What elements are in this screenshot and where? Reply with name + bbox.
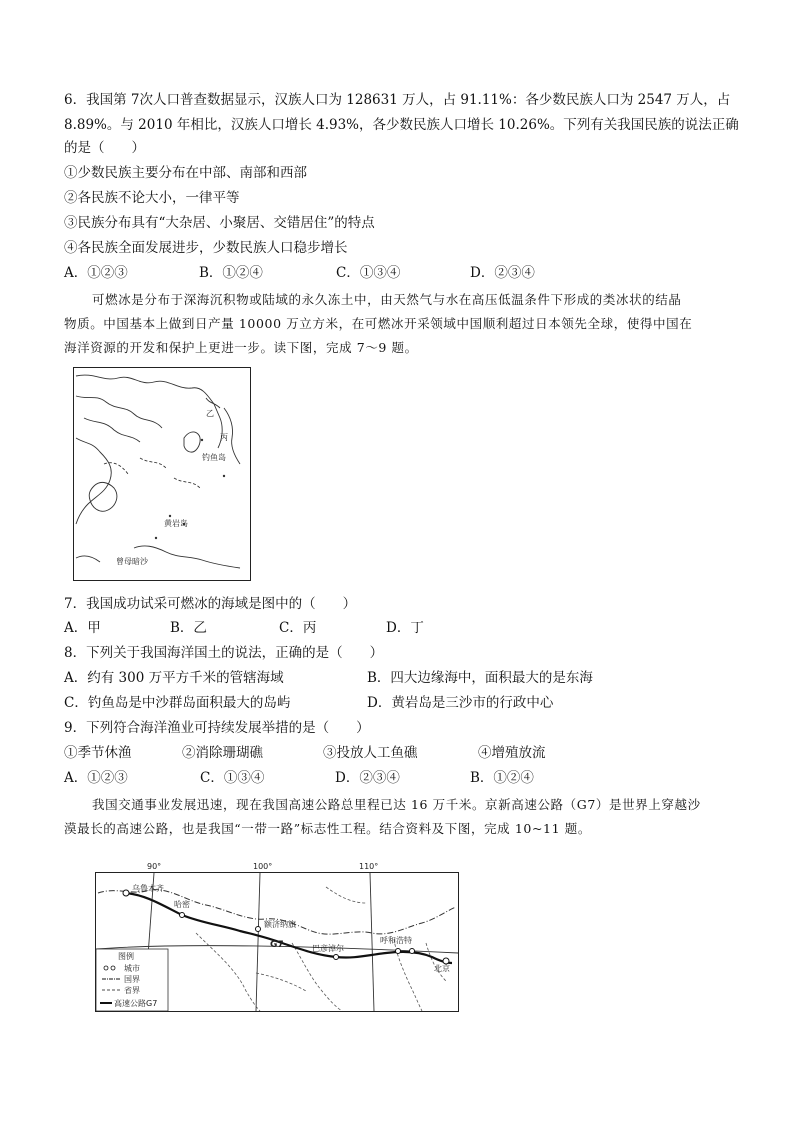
q6-option-a: A．①②③: [64, 265, 128, 281]
legend-national-border: 国界: [124, 975, 140, 984]
q6-item-1: ①少数民族主要分布在中部、南部和西部: [64, 165, 307, 181]
q7-option-a: A．甲: [64, 620, 101, 636]
q9-stem: 9．下列符合海洋渔业可持续发展举措的是（ ）: [64, 720, 370, 736]
q9-option-b: B．①②④: [470, 770, 534, 786]
q8-option-a: A．约有 300 万平方千米的管辖海域: [64, 670, 284, 686]
map1-label-huangyandao: 黄岩岛: [164, 519, 188, 528]
q6-option-d: D．②③④: [470, 265, 535, 281]
q6-option-c: C．①③④: [336, 265, 401, 281]
q7-stem: 7．我国成功试采可燃冰的海域是图中的（ ）: [64, 596, 357, 612]
legend-city: 城市: [124, 964, 140, 973]
map2-city-bayannur: 巴彦淖尔: [312, 944, 344, 953]
map2-legend: [96, 949, 168, 1011]
q9-item-4: ④增殖放流: [478, 745, 546, 761]
map2-lon-110: 110°: [359, 862, 379, 871]
map1-label-yi: 乙: [206, 409, 214, 418]
map1-label-bing: 丙: [220, 433, 228, 442]
q6-stem-line3: 的是（ ）: [64, 140, 145, 156]
map2-city-urumqi: 乌鲁木齐: [132, 884, 164, 893]
south-china-sea-map: [73, 367, 251, 581]
legend-province-border: 省界: [124, 986, 140, 995]
q9-item-1: ①季节休渔: [64, 745, 132, 761]
map2-lon-90: 90°: [147, 862, 162, 871]
map1-label-zengmuansha: 曾母暗沙: [116, 557, 148, 566]
map1-label-diaoyudao: 钓鱼岛: [202, 453, 226, 462]
map2-city-beijing: 北京: [434, 964, 450, 973]
map2-city-hami: 哈密: [174, 900, 190, 909]
q9-option-d: D．②③④: [335, 770, 400, 786]
legend-title: 图例: [118, 952, 134, 961]
passage1-line3: 海洋资源的开发和保护上更进一步。读下图，完成 7～9 题。: [64, 340, 418, 355]
legend-expressway: 高速公路G7: [114, 999, 158, 1008]
q6-option-b: B．①②④: [199, 265, 263, 281]
q7-option-b: B．乙: [170, 620, 207, 636]
g7-expressway-map: [95, 872, 459, 1012]
q6-item-2: ②各民族不论大小，一律平等: [64, 190, 240, 206]
q8-option-d: D．黄岩岛是三沙市的行政中心: [367, 695, 554, 711]
q7-option-d: D．丁: [386, 620, 424, 636]
q9-option-a: A．①②③: [64, 770, 128, 786]
map2-city-hohhot: 呼和浩特: [380, 936, 412, 945]
map2-lon-100: 100°: [253, 862, 273, 871]
q6-item-4: ④各民族全面发展进步，少数民族人口稳步增长: [64, 240, 348, 256]
q8-option-c: C．钓鱼岛是中沙群岛面积最大的岛屿: [64, 695, 291, 711]
q8-stem: 8．下列关于我国海洋国土的说法，正确的是（ ）: [64, 645, 384, 661]
q9-item-3: ③投放人工鱼礁: [323, 745, 418, 761]
q6-stem-line1: 6．我国第 7次人口普查数据显示，汉族人口为 128631 万人，占 91.11%：各少数民族人口为 2547 万人，占: [64, 92, 731, 108]
q7-option-c: C．丙: [279, 620, 317, 636]
passage1-line1: 可燃冰是分布于深海沉积物或陆域的永久冻土中，由天然气与水在高压低温条件下形成的类冰状的结晶: [92, 292, 682, 307]
q9-item-2: ②消除珊瑚礁: [182, 745, 263, 761]
q6-stem-line2: 8.89%。与 2010 年相比，汉族人口增长 4.93%，各少数民族人口增长 10.26%。下列有关我国民族的说法正确: [64, 117, 739, 133]
passage1-line2: 物质。中国基本上做到日产量 10000 万立方米，在可燃冰开采领域中国顺利超过日本领先全球，使得中国在: [64, 316, 693, 331]
map2-route-label: G7: [270, 940, 284, 950]
q6-item-3: ③民族分布具有“大杂居、小聚居、交错居住”的特点: [64, 215, 375, 231]
map2-city-ejina: 额济纳旗: [264, 920, 296, 929]
q9-option-c: C．①③④: [200, 770, 265, 786]
q8-option-b: B．四大边缘海中，面积最大的是东海: [367, 670, 593, 686]
passage2-line1: 我国交通事业发展迅速，现在我国高速公路总里程已达 16 万千米。京新高速公路（G7）是世界上穿越沙: [92, 797, 701, 812]
passage2-line2: 漠最长的高速公路，也是我国“一带一路”标志性工程。结合资料及下图，完成 10~11 题。: [64, 821, 591, 836]
